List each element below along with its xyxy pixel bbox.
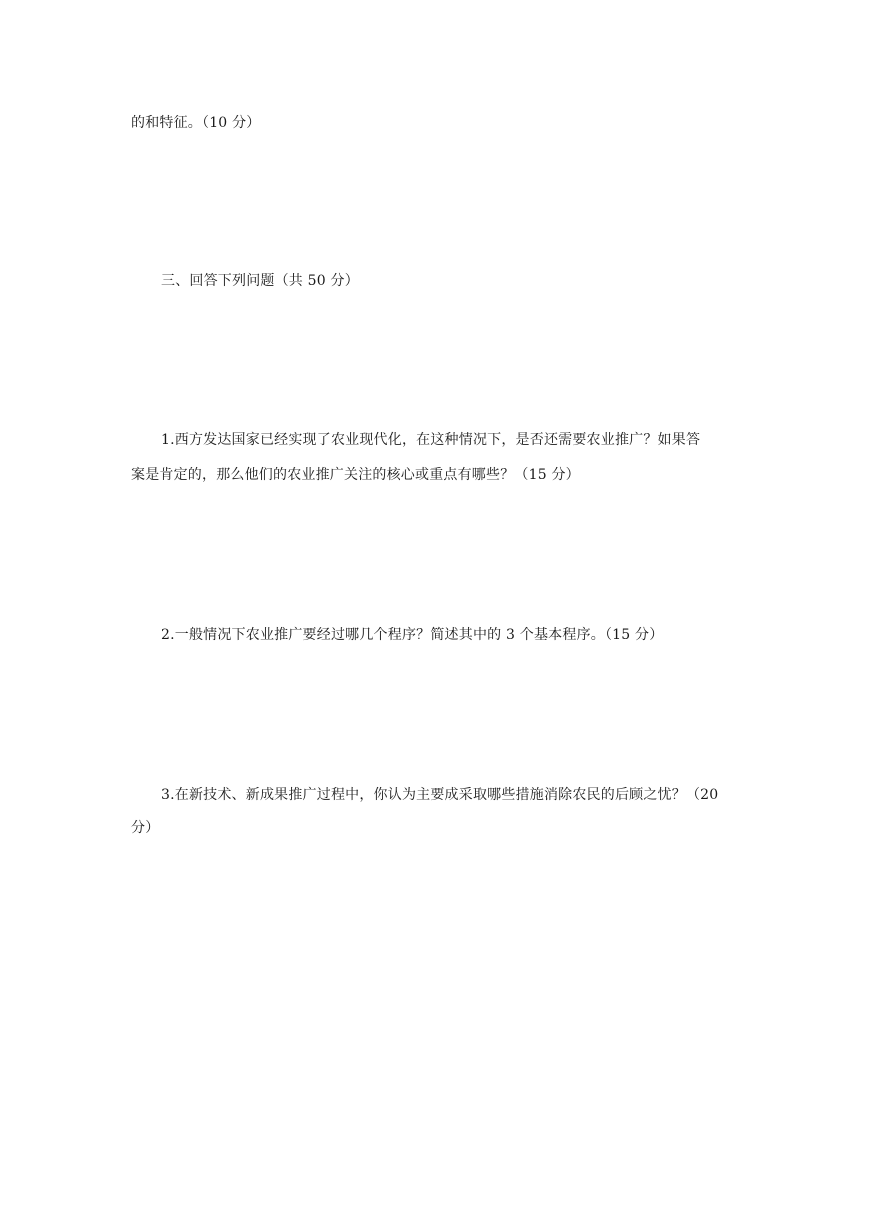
question-2-line-1: 2.一般情况下农业推广要经过哪几个程序？简述其中的 3 个基本程序。（15 分） — [161, 627, 664, 643]
section-heading: 三、回答下列问题（共 50 分） — [161, 273, 359, 289]
question-1-line-2: 案是肯定的，那么他们的农业推广关注的核心或重点有哪些？（15 分） — [131, 467, 580, 483]
question-1-line-1: 1.西方发达国家已经实现了农业现代化，在这种情况下，是否还需要农业推广？如果答 — [161, 432, 701, 448]
previous-question-continuation: 的和特征。（10 分） — [131, 115, 261, 131]
question-3-line-1: 3.在新技术、新成果推广过程中，你认为主要成采取哪些措施消除农民的后顾之忧？（20 — [161, 787, 719, 803]
question-3-line-2: 分） — [131, 820, 160, 836]
